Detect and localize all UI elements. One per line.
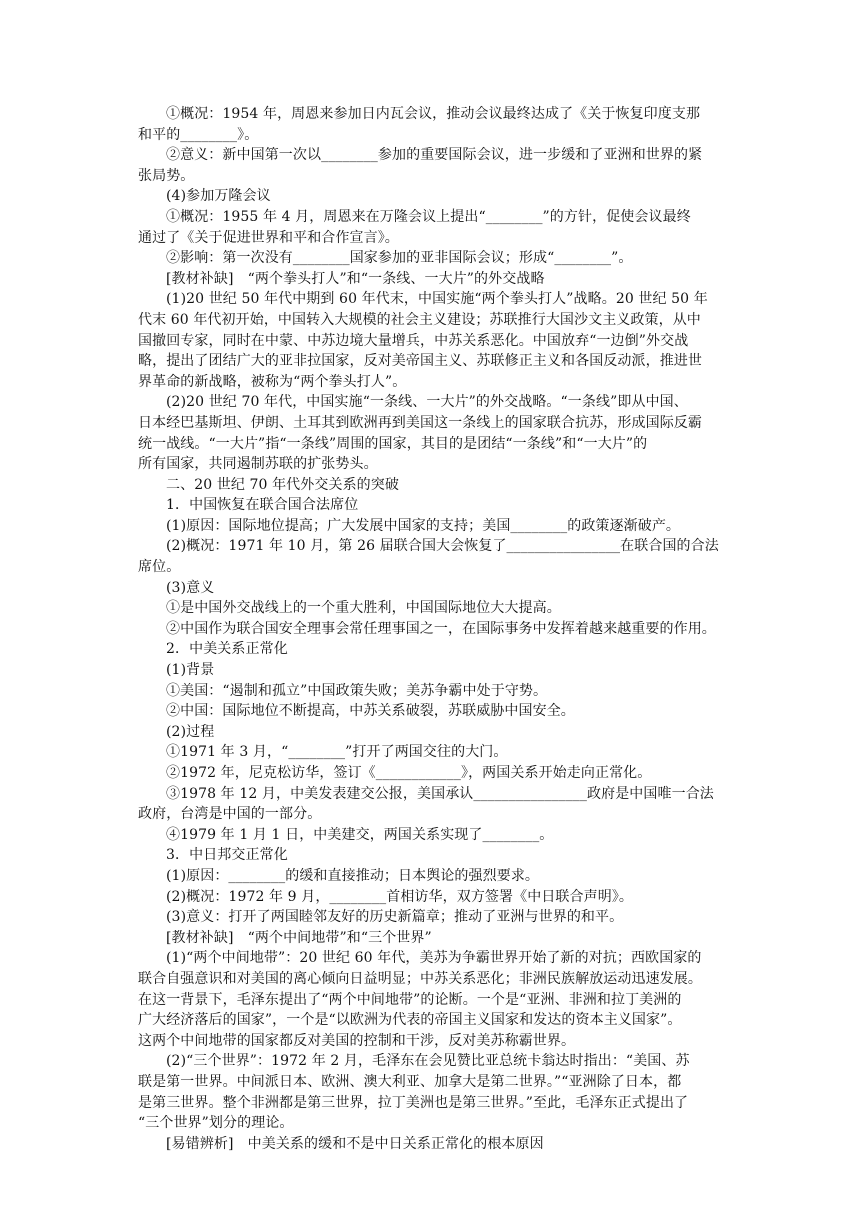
text-line: ②影响：第一次没有________国家参加的亚非国际会议；形成“________”。	[166, 250, 633, 267]
text-line: (2)概况：1971 年 10 月，第 26 届联合国大会恢复了________________在联合国的合法	[166, 538, 719, 555]
text-line: 在这一背景下，毛泽东提出了“两个中间地带”的论断。一个是“亚洲、非洲和拉丁美洲的	[138, 991, 682, 1008]
text-line: 代末 60 年代初开始，中国转入大规模的社会主义建设；苏联推行大国沙文主义政策，从中	[138, 311, 701, 328]
text-line: ④1979 年 1 月 1 日，中美建交，两国关系实现了________。	[166, 826, 554, 843]
text-line: (1)背景	[166, 662, 215, 679]
text-line: ③1978 年 12 月，中美发表建交公报，美国承认________________政府是中国唯一合法	[166, 785, 714, 802]
text-line: ②中国：国际地位不断提高，中苏关系破裂，苏联威胁中国安全。	[166, 703, 575, 720]
text-line: 是第三世界。整个非洲都是第三世界，拉丁美洲也是第三世界。”至此，毛泽东正式提出了	[138, 1094, 689, 1111]
text-line: 二、20 世纪 70 年代外交关系的突破	[166, 476, 399, 493]
document-body	[138, 104, 738, 1154]
text-line: (1)“两个中间地带”：20 世纪 60 年代，美苏为争霸世界开始了新的对抗；西欧国家的	[166, 950, 702, 967]
text-line: ①美国：“遏制和孤立”中国政策失败；美苏争霸中处于守势。	[166, 682, 548, 699]
text-line: [易错辨析] 中美关系的缓和不是中日关系正常化的根本原因	[166, 1135, 544, 1152]
text-line: 联是第一世界。中间派日本、欧洲、澳大利亚、加拿大是第二世界。”“亚洲除了日本，都	[138, 1073, 682, 1090]
text-line: ②意义：新中国第一次以________参加的重要国际会议，进一步缓和了亚洲和世界的紧	[166, 147, 703, 164]
text-line: 这两个中间地带的国家都反对美国的控制和干涉，反对美苏称霸世界。	[138, 1032, 576, 1049]
text-line: 3．中日邦交正常化	[166, 847, 288, 864]
text-line: (1)原因：国际地位提高；广大发展中国家的支持；美国________的政策逐渐破产。	[166, 517, 681, 534]
text-line: (1)原因：________的缓和直接推动；日本舆论的强烈要求。	[166, 867, 540, 884]
text-line: (4)参加万隆会议	[166, 188, 271, 205]
text-line: 国撤回专家，同时在中蒙、中苏边境大量增兵，中苏关系恶化。中国放弃“一边倒”外交战	[138, 332, 689, 349]
text-line: 界革命的新战略，被称为“两个拳头打人”。	[138, 373, 407, 390]
text-line: (2)“三个世界”：1972 年 2 月，毛泽东在会见赞比亚总统卡翁达时指出：“美国、苏	[166, 1053, 690, 1070]
text-line: ①1971 年 3 月，“________”打开了两国交往的大门。	[166, 744, 508, 761]
text-line: 和平的________》。	[138, 126, 259, 143]
text-line: 2．中美关系正常化	[166, 641, 288, 658]
text-line: (3)意义：打开了两国睦邻友好的历史新篇章；推动了亚洲与世界的和平。	[166, 909, 624, 926]
text-line: ①概况：1955 年 4 月，周恩来在万隆会议上提出“________”的方针，促使会议最终	[166, 208, 691, 225]
text-line: (2)概况：1972 年 9 月，________首相访华，双方签署《中日联合声明》。	[166, 888, 634, 905]
text-line: (3)意义	[166, 579, 215, 596]
text-line: 通过了《关于促进世界和平和合作宣言》。	[138, 229, 399, 246]
text-line: 席位。	[138, 559, 181, 576]
text-line: 联合自强意识和对美国的离心倾向日益明显；中苏关系恶化；非洲民族解放运动迅速发展。	[138, 970, 702, 987]
text-line: (2)过程	[166, 723, 215, 740]
text-line: 张局势。	[138, 167, 195, 184]
text-line: 略，提出了团结广大的亚非拉国家，反对美帝国主义、苏联修正主义和各国反动派，推进世	[138, 353, 702, 370]
text-line: 统一战线。“一大片”指“一条线”周围的国家，其目的是团结“一条线”和“一大片”的	[138, 435, 648, 452]
text-line: [教材补缺] “两个中间地带”和“三个世界”	[166, 929, 432, 946]
text-line: 广大经济落后的国家”，一个是“以欧洲为代表的帝国主义国家和发达的资本主义国家”。	[138, 1012, 682, 1029]
text-line: ②1972 年，尼克松访华，签订《____________》，两国关系开始走向正常化。	[166, 765, 652, 781]
text-line: ①是中国外交战线上的一个重大胜利，中国国际地位大大提高。	[166, 600, 561, 617]
text-line: 政府，台湾是中国的一部分。	[138, 806, 322, 823]
text-line: “三个世界”划分的理论。	[138, 1115, 294, 1132]
text-line: ②中国作为联合国安全理事会常任理事国之一，在国际事务中发挥着越来越重要的作用。	[166, 620, 716, 637]
text-line: [教材补缺] “两个拳头打人”和“一条线、一大片”的外交战略	[166, 270, 545, 287]
text-line: (1)20 世纪 50 年代中期到 60 年代末，中国实施“两个拳头打人”战略。20 世纪 50 年	[166, 291, 708, 308]
text-line: (2)20 世纪 70 年代，中国实施“一条线、一大片”的外交战略。“一条线”即从中国、	[166, 394, 688, 411]
text-line: 1．中国恢复在联合国合法席位	[166, 497, 359, 514]
text-line: 日本经巴基斯坦、伊朗、土耳其到欧洲再到美国这一条线上的国家联合抗苏，形成国际反霸	[138, 414, 702, 431]
text-line: 所有国家，共同遏制苏联的扩张势头。	[138, 456, 378, 473]
text-line: ①概况：1954 年，周恩来参加日内瓦会议，推动会议最终达成了《关于恢复印度支那	[166, 106, 701, 122]
